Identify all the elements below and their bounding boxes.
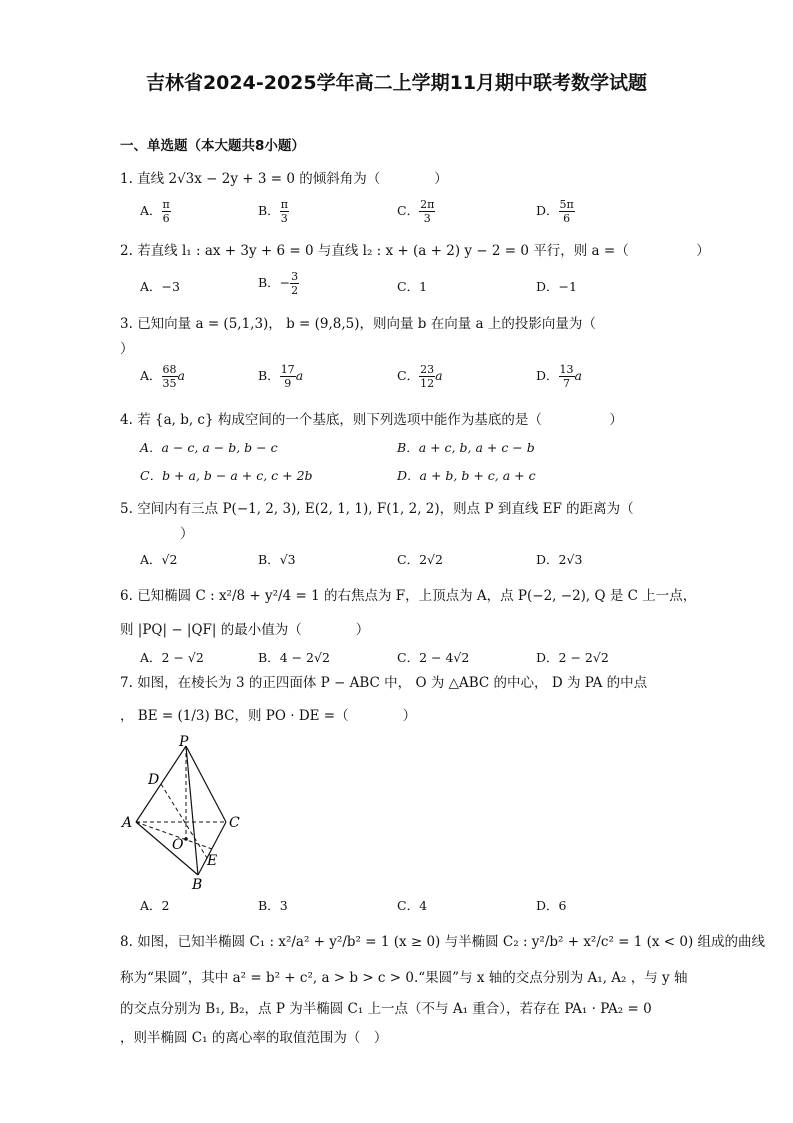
q2-option-c[interactable]: C．1 [397, 279, 428, 294]
question-7-line-2: ， BE = (1/3) BC，则 PO · DE =（ ） [120, 708, 417, 724]
tetrahedron-figure [115, 733, 255, 893]
q7-option-c[interactable]: C．4 [397, 898, 428, 913]
question-6-line-2: 则 |PQ| − |QF| 的最小值为（ ） [120, 622, 370, 638]
q3-option-a[interactable]: A． $\frac{68}{35}$ a [140, 363, 185, 390]
question-4: 4. 若 {a, b, c} 构成空间的一个基底，则下列选项中能作为基底的是（ ） [120, 412, 623, 428]
label-E: E [207, 853, 218, 869]
question-text: 若 {a, b, c} 构成空间的一个基底，则下列选项中能作为基底的是（ ） [137, 412, 623, 428]
q1-option-d[interactable]: D． $\frac{5\pi}{6}$ [536, 198, 574, 225]
label-B: B [192, 877, 203, 893]
question-6: 6. 已知椭圆 C : x²/8 + y²/4 = 1 的右焦点为 F，上顶点为 A，点 P(−2, −2), Q 是 C 上一点， [120, 588, 697, 604]
q5-option-a[interactable]: A．√2 [140, 552, 178, 567]
q6-option-c[interactable]: C．2 − 4√2 [397, 650, 470, 665]
question-8-line-2: 称为“果圆”，其中 a² = b² + c², a > b > c > 0.“果圆”与 x 轴的交点分别为 A₁, A₂ ，与 y 轴 [120, 970, 688, 986]
question-8: 8. 如图，已知半椭圆 C₁ : x²/a² + y²/b² = 1 (x ≥ 0) 与半椭圆 C₂ : y²/b² + x²/c² = 1 (x < 0) 组成的曲线 [120, 934, 766, 950]
question-7: 7. 如图，在棱长为 3 的正四面体 P − ABC 中， O 为 △ABC 的中心， D 为 PA 的中点 [120, 675, 648, 691]
q5-option-b[interactable]: B．√3 [258, 552, 296, 567]
question-3: 3. 已知向量 a = (5,1,3)， b = (9,8,5)，则向量 b 在向量 a 上的投影向量为（ [120, 316, 596, 332]
question-text: 已知椭圆 C : x²/8 + y²/4 = 1 的右焦点为 F，上顶点为 A，点 P(−2, −2), Q 是 C 上一点， [137, 588, 697, 604]
segment-DE [161, 784, 207, 858]
question-8-line-4: ，则半椭圆 C₁ 的离心率的取值范围为（ ） [120, 1030, 388, 1046]
question-5-line-2: ） [180, 526, 194, 542]
question-text: 如图，在棱长为 3 的正四面体 P − ABC 中， O 为 △ABC 的中心， D 为 PA 的中点 [137, 675, 648, 691]
q2-option-b[interactable]: B．− $\frac{3}{2}$ [258, 270, 299, 297]
q4-option-d[interactable]: D．a + b, b + c, a + c [397, 468, 536, 483]
question-text: 空间内有三点 P(−1, 2, 3), E(2, 1, 1), F(1, 2, 2)，则点 P 到直线 EF 的距离为（ [137, 501, 634, 517]
q7-option-a[interactable]: A．2 [140, 898, 170, 913]
q7-option-b[interactable]: B．3 [258, 898, 288, 913]
q6-option-d[interactable]: D．2 − 2√2 [536, 650, 609, 665]
q1-option-a[interactable]: A． $\frac{\pi}{6}$ [140, 198, 170, 225]
point-O [184, 837, 188, 841]
label-P: P [179, 734, 189, 750]
label-A: A [122, 815, 133, 831]
question-text: 如图，已知半椭圆 C₁ : x²/a² + y²/b² = 1 (x ≥ 0) 与半椭圆 C₂ : y²/b² + x²/c² = 1 (x < 0) 组成的曲线 [137, 934, 766, 950]
q2-option-d[interactable]: D．−1 [536, 279, 577, 294]
section-heading: 一、单选题（本大题共8小题） [120, 138, 305, 154]
question-text: 若直线 l₁ : ax + 3y + 6 = 0 与直线 l₂ : x + (a + 2) y − 2 = 0 平行，则 a =（ ） [137, 243, 710, 259]
q4-option-b[interactable]: B．a + c, b, a + c − b [397, 440, 535, 455]
q2-option-a[interactable]: A．−3 [140, 279, 180, 294]
q6-option-b[interactable]: B．4 − 2√2 [258, 650, 330, 665]
label-O: O [172, 837, 184, 853]
label-D: D [148, 772, 160, 788]
q4-option-a[interactable]: A．a − c, a − b, b − c [140, 440, 278, 455]
question-2: 2. 若直线 l₁ : ax + 3y + 6 = 0 与直线 l₂ : x + (a + 2) y − 2 = 0 平行，则 a =（ ） [120, 243, 710, 259]
q1-option-b[interactable]: B． $\frac{\pi}{3}$ [258, 198, 288, 225]
question-5: 5. 空间内有三点 P(−1, 2, 3), E(2, 1, 1), F(1, 2, 2)，则点 P 到直线 EF 的距离为（ [120, 501, 634, 517]
q7-option-d[interactable]: D．6 [536, 898, 567, 913]
edge-AB [136, 822, 198, 875]
q6-option-a[interactable]: A．2 − √2 [140, 650, 204, 665]
q3-option-d[interactable]: D． $\frac{13}{7}$ a [536, 363, 582, 390]
q3-option-b[interactable]: B． $\frac{17}{9}$ a [258, 363, 304, 390]
q3-option-c[interactable]: C． $\frac{23}{12}$ a [397, 363, 443, 390]
question-text: 直线 2√3x − 2y + 3 = 0 的倾斜角为（ ） [137, 171, 448, 187]
question-text: 已知向量 a = (5,1,3)， b = (9,8,5)，则向量 b 在向量 a 上的投影向量为（ [137, 316, 596, 332]
question-3-line-2: ） [120, 341, 134, 357]
page-title: 吉林省2024-2025学年高二上学期11月期中联考数学试题 [145, 72, 648, 94]
q5-option-d[interactable]: D．2√3 [536, 552, 583, 567]
label-C: C [229, 815, 240, 831]
q5-option-c[interactable]: C．2√2 [397, 552, 443, 567]
question-1: 1. 直线 2√3x − 2y + 3 = 0 的倾斜角为（ ） [120, 171, 448, 187]
q1-option-c[interactable]: C． $\frac{2\pi}{3}$ [397, 198, 435, 225]
question-8-line-3: 的交点分别为 B₁, B₂，点 P 为半椭圆 C₁ 上一点（不与 A₁ 重合），若存在 PA₁ · PA₂ = 0 [120, 1001, 652, 1017]
q4-option-c[interactable]: C．b + a, b − a + c, c + 2b [140, 468, 313, 483]
